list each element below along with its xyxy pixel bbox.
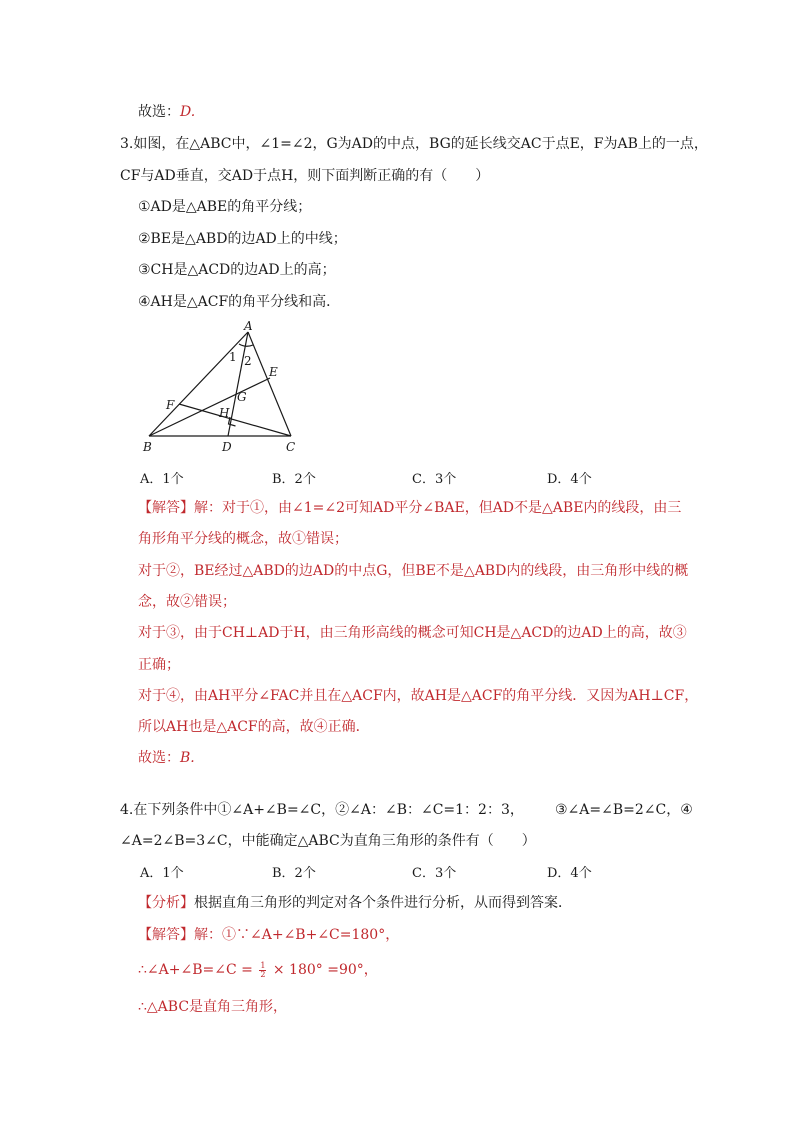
label-F: F <box>166 398 175 412</box>
q4-stem-line2: ∠A=2∠B=3∠C，中能确定△ABC为直角三角形的条件有（ ） <box>120 833 536 849</box>
q4-analysis <box>138 893 572 913</box>
q4-solution-text-2b: × 180° =90°， <box>272 962 378 978</box>
q3-final-answer-prefix: 故选： <box>138 750 180 766</box>
q4-solution-line1 <box>138 925 399 945</box>
q3-final-answer <box>138 748 195 768</box>
label-B: B <box>143 440 152 454</box>
segment-CF <box>179 404 291 436</box>
q3-solution-line6: 正确； <box>138 657 180 673</box>
q4-analysis-tag: 【分析】 <box>138 895 194 911</box>
prev-answer-prefix: 故选： <box>138 104 180 120</box>
q3-solution-line1 <box>138 498 681 518</box>
q4-solution-text-1: 解：①∵∠A+∠B+∠C=180°， <box>194 927 400 943</box>
q4-option-b: B．2个 <box>272 866 316 881</box>
q4-option-c: C．3个 <box>412 866 457 881</box>
angle-label-1: 1 <box>229 350 237 364</box>
q3-solution-line2: 角形角平分线的概念，故①错误； <box>138 531 348 547</box>
q4-option-d: D．4个 <box>547 866 592 881</box>
q3-stem-line2: CF与AD垂直，交AD于点H，则下面判断正确的有（ ） <box>120 168 490 184</box>
q4-solution-line2 <box>138 960 378 980</box>
q4-solution-text-2a: ∴∠A+∠B=∠C = <box>138 962 253 978</box>
q3-solution-line8: 所以AH也是△ACF的高，故④正确． <box>138 719 370 735</box>
label-D: D <box>222 440 232 454</box>
side-AC <box>248 332 291 436</box>
label-G: G <box>237 390 247 404</box>
q3-solution-tag: 【解答】 <box>138 500 194 516</box>
q4-option-a: A．1个 <box>140 866 184 881</box>
label-H: H <box>219 406 230 420</box>
q3-statement-2: ②BE是△ABD的边AD上的中线； <box>138 231 347 247</box>
q3-solution-text-1: 解：对于①，由∠1=∠2可知AD平分∠BAE，但AD不是△ABE内的线段，由三 <box>194 500 682 516</box>
q3-statement-4: ④AH是△ACF的角平分线和高． <box>138 294 341 310</box>
q3-statement-3: ③CH是△ACD的边AD上的高； <box>138 262 336 278</box>
label-E: E <box>269 365 278 379</box>
q4-stem-line1a: 4.在下列条件中①∠A+∠B=∠C，②∠A：∠B：∠C=1：2：3， <box>120 802 524 818</box>
q3-stem-line1: 3.如图，在△ABC中，∠1=∠2，G为AD的中点，BG的延长线交AC于点E，F为AB上的一点， <box>120 136 708 152</box>
q4-analysis-text: 根据直角三角形的判定对各个条件进行分析，从而得到答案． <box>194 895 572 911</box>
q3-final-answer-value: B. <box>180 750 195 766</box>
fraction-numerator: 1 <box>260 960 266 970</box>
q3-solution-line7: 对于④，由AH平分∠FAC并且在△ACF内，故AH是△ACF的角平分线．又因为AH⊥CF， <box>138 688 699 704</box>
prev-answer-line <box>138 102 195 122</box>
prev-answer-value: D. <box>180 104 196 120</box>
q3-triangle-figure <box>135 318 310 458</box>
side-AB <box>149 332 248 436</box>
label-A: A <box>244 319 253 333</box>
q4-solution-line3: ∴△ABC是直角三角形， <box>138 999 288 1015</box>
q3-option-a: A．1个 <box>140 472 184 487</box>
q3-option-b: B．2个 <box>272 472 316 487</box>
q3-solution-line5: 对于③，由于CH⊥AD于H，由三角形高线的概念可知CH是△ACD的边AD上的高，故③ <box>138 625 687 641</box>
label-C: C <box>286 440 296 454</box>
q4-solution-tag: 【解答】 <box>138 927 194 943</box>
fraction-one-half <box>259 962 266 979</box>
q3-option-c: C．3个 <box>412 472 457 487</box>
q3-statement-1: ①AD是△ABE的角平分线； <box>138 199 312 215</box>
q3-option-d: D．4个 <box>547 472 592 487</box>
fraction-denominator: 2 <box>260 969 266 979</box>
q3-solution-line3: 对于②，BE经过△ABD的边AD的中点G，但BE不是△ABD内的线段，由三角形中线的概 <box>138 563 689 579</box>
angle-label-2: 2 <box>244 354 252 368</box>
q3-solution-line4: 念，故②错误； <box>138 594 236 610</box>
q4-stem-line1b: ③∠A=∠B=2∠C，④ <box>555 802 693 818</box>
